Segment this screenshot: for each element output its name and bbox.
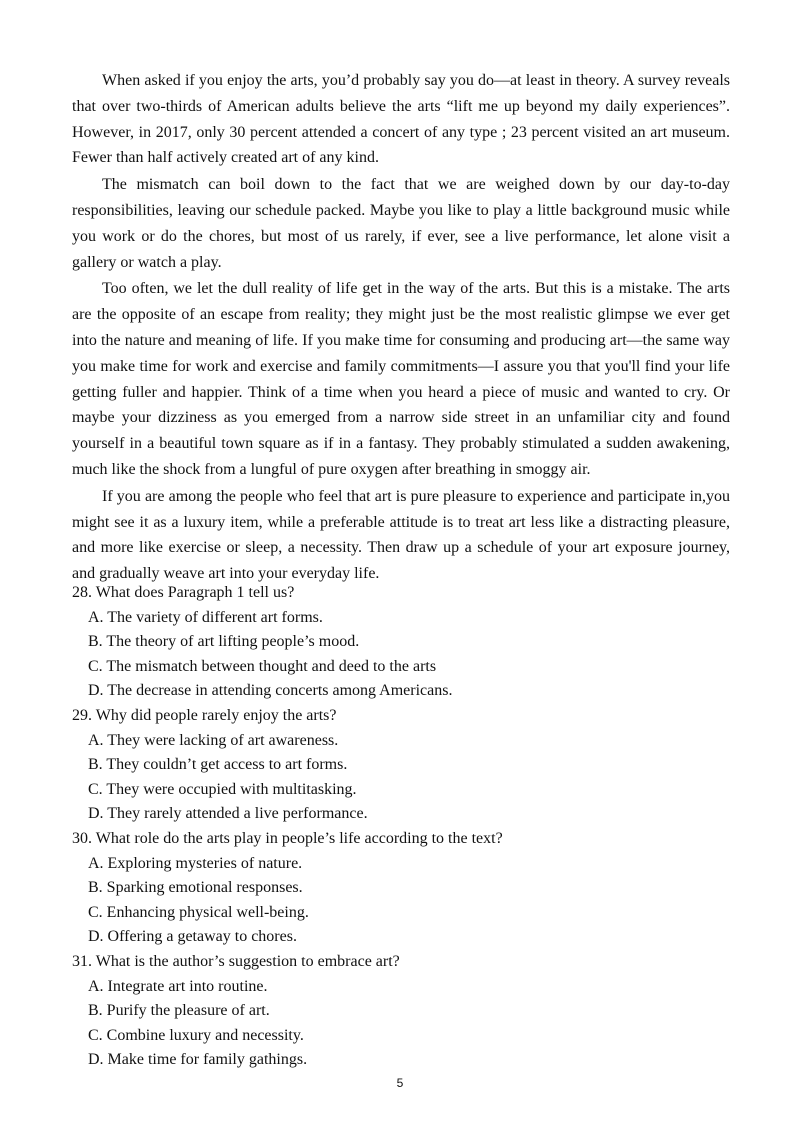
option-d: D. They rarely attended a live performance. (88, 805, 368, 823)
paragraph-3: Too often, we let the dull reality of life get in the way of the arts. But this is a mistake. The arts are the opposite of an escape from reality; they might just be the most realistic glimpse we ever get into the nature and meaning of life. If you make time for consuming and producing art—the same way you make time for work and exercise and family commitments—I assure you that you'll find your life getting fuller and happier. Think of a time when you heard a piece of music and wanted to cry. Or maybe your dizziness as you emerged from a narrow side street in an unfamiliar city and found yourself in a beautiful town square as if in a fantasy. They probably stimulated a sudden awakening, much like the shock from a lungful of pure oxygen after breathing in smoggy air. (72, 280, 730, 478)
option-a: A. They were lacking of art awareness. (88, 731, 339, 749)
option-d: D. Offering a getaway to chores. (88, 928, 297, 946)
paragraph-4: If you are among the people who feel that art is pure pleasure to experience and participate in,you might see it as a luxury item, while a preferable attitude is to treat art less like a distracting pleasure, and more like exercise or sleep, a necessity. Then draw up a schedule of your art exposure journey, and gradually weave art into your everyday life. (72, 487, 730, 583)
question-30 (72, 827, 730, 950)
option-c: C. The mismatch between thought and deed to the arts (88, 657, 437, 675)
option-c: C. Combine luxury and necessity. (88, 1026, 304, 1044)
option-b: B. They couldn’t get access to art forms. (88, 756, 348, 774)
option-c: C. Enhancing physical well-being. (88, 903, 309, 921)
question-31 (72, 950, 730, 1073)
question-29 (72, 704, 730, 827)
question-stem: 30. What role do the arts play in people’s life according to the text? (72, 829, 503, 847)
option-b: B. The theory of art lifting people’s mood. (88, 633, 360, 651)
question-stem: 28. What does Paragraph 1 tell us? (72, 584, 295, 601)
option-d: D. Make time for family gathings. (88, 1051, 308, 1069)
option-a: A. The variety of different art forms. (88, 608, 323, 626)
option-a: A. Integrate art into routine. (88, 977, 268, 995)
paragraph-1: When asked if you enjoy the arts, you’d probably say you do—at least in theory. A survey reveals that over two-thirds of American adults believe the arts “lift me up beyond my daily experiences”. However, in 2017, only 30 percent attended a concert of any type ; 23 percent visited an art museum. Fewer than half actively created art of any kind. (72, 72, 730, 167)
question-list (72, 581, 730, 1073)
paragraph-2: The mismatch can boil down to the fact that we are weighed down by our day-to-day responsibilities, leaving our schedule packed. Maybe you like to play a little background music while you work or do the chores, but most of us rarely, if ever, see a live performance, let alone visit a gallery or watch a play. (72, 176, 730, 271)
question-stem: 31. What is the author’s suggestion to embrace art? (72, 952, 400, 970)
option-d: D. The decrease in attending concerts among Americans. (88, 682, 453, 700)
option-c: C. They were occupied with multitasking. (88, 780, 357, 798)
page-number: 5 (396, 1076, 404, 1090)
option-b: B. Sparking emotional responses. (88, 879, 303, 897)
option-a: A. Exploring mysteries of nature. (88, 854, 303, 872)
option-b: B. Purify the pleasure of art. (88, 1002, 270, 1020)
question-28 (72, 581, 730, 704)
reading-passage (72, 68, 730, 588)
question-stem: 29. Why did people rarely enjoy the arts? (72, 706, 337, 724)
